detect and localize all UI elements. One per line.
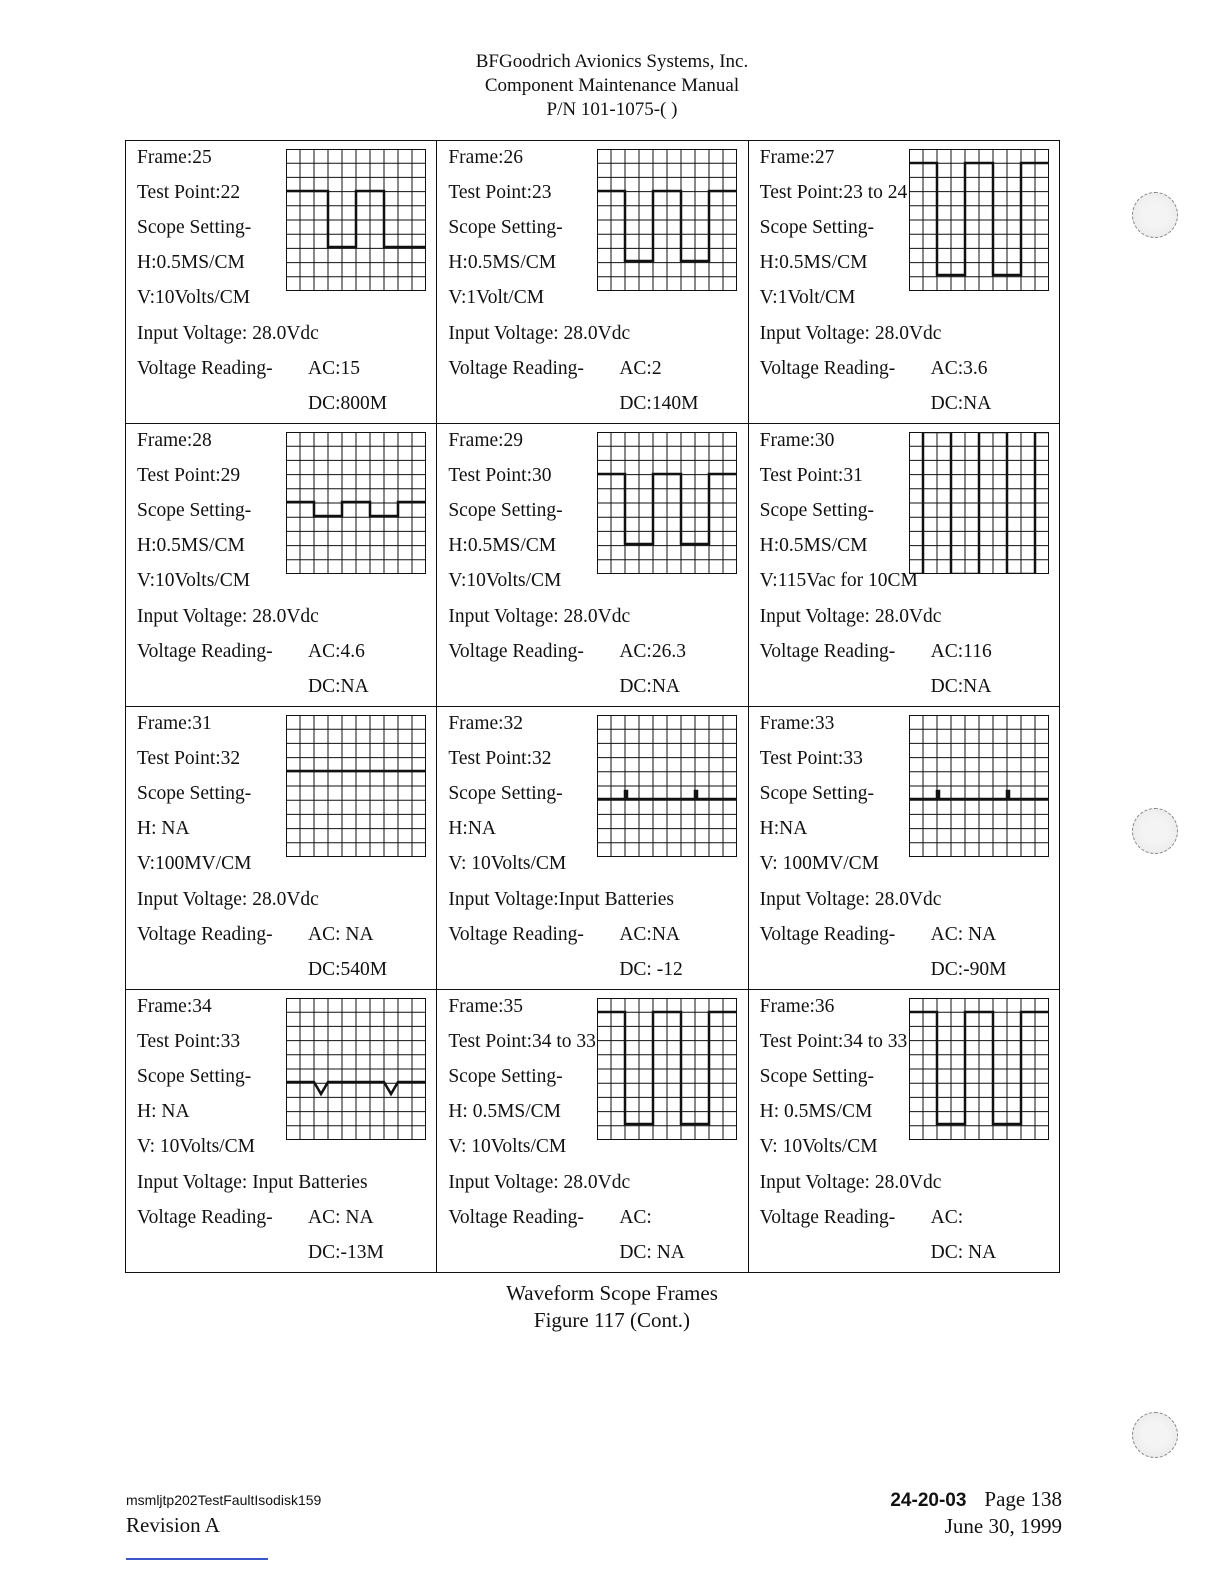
horizontal-setting: H: NA bbox=[137, 1101, 190, 1122]
input-voltage: Input Voltage: 28.0Vdc bbox=[759, 1172, 942, 1193]
scope-grid bbox=[597, 432, 737, 574]
dc-reading: DC:540M bbox=[308, 959, 388, 980]
input-voltage: Input Voltage: 28.0Vdc bbox=[759, 323, 942, 344]
vertical-setting: V:10Volts/CM bbox=[448, 570, 562, 591]
test-point: Test Point:31 bbox=[759, 465, 863, 486]
input-voltage: Input Voltage: 28.0Vdc bbox=[137, 323, 319, 344]
frame-number: Frame:30 bbox=[759, 430, 835, 451]
frame-number: Frame:28 bbox=[137, 430, 212, 451]
punch-hole-mark bbox=[1132, 808, 1178, 854]
footer-revision: Revision A bbox=[126, 1513, 220, 1537]
dc-reading: DC:NA bbox=[930, 676, 992, 697]
input-voltage: Input Voltage:Input Batteries bbox=[448, 889, 674, 910]
frame-number: Frame:32 bbox=[448, 713, 524, 734]
punch-hole-mark bbox=[1132, 192, 1178, 238]
scope-setting-label: Scope Setting- bbox=[759, 217, 874, 238]
horizontal-setting: H:0.5MS/CM bbox=[137, 535, 245, 556]
scope-grid bbox=[909, 998, 1049, 1140]
scope-setting-label: Scope Setting- bbox=[137, 1066, 252, 1087]
dc-reading: DC:-13M bbox=[308, 1242, 384, 1263]
frame-number: Frame:35 bbox=[448, 996, 524, 1017]
voltage-reading-label: Voltage Reading- bbox=[448, 924, 584, 945]
frame-number: Frame:25 bbox=[137, 147, 212, 168]
scope-setting-label: Scope Setting- bbox=[448, 1066, 563, 1087]
scope-grid bbox=[597, 998, 737, 1140]
vertical-setting: V: 100MV/CM bbox=[759, 853, 880, 874]
vertical-setting: V:1Volt/CM bbox=[448, 287, 545, 308]
input-voltage: Input Voltage: 28.0Vdc bbox=[448, 1172, 631, 1193]
ac-reading: AC:116 bbox=[930, 641, 992, 662]
frame-cell bbox=[437, 141, 748, 424]
frame-number: Frame:36 bbox=[759, 996, 835, 1017]
dc-reading: DC:800M bbox=[308, 393, 388, 414]
waveform-frames-table bbox=[125, 140, 1060, 1273]
dc-reading: DC: NA bbox=[619, 1242, 685, 1263]
voltage-reading-label: Voltage Reading- bbox=[759, 1207, 896, 1228]
vertical-setting: V:10Volts/CM bbox=[137, 287, 251, 308]
frame-cell bbox=[437, 990, 748, 1273]
voltage-reading-label: Voltage Reading- bbox=[137, 1207, 273, 1228]
vertical-setting: V:1Volt/CM bbox=[759, 287, 856, 308]
frames-row bbox=[126, 424, 1060, 707]
page-header bbox=[0, 50, 1224, 122]
test-point: Test Point:29 bbox=[137, 465, 241, 486]
figure-caption bbox=[0, 1280, 1224, 1334]
input-voltage: Input Voltage: 28.0Vdc bbox=[448, 323, 631, 344]
voltage-reading-label: Voltage Reading- bbox=[759, 924, 896, 945]
scope-setting-label: Scope Setting- bbox=[759, 500, 874, 521]
dc-reading: DC: NA bbox=[930, 1242, 997, 1263]
frame-cell bbox=[126, 990, 437, 1273]
frame-cell bbox=[126, 424, 437, 707]
frame-number: Frame:34 bbox=[137, 996, 212, 1017]
dc-reading: DC: -12 bbox=[619, 959, 683, 980]
vertical-setting: V: 10Volts/CM bbox=[759, 1136, 878, 1157]
scope-setting-label: Scope Setting- bbox=[448, 217, 563, 238]
voltage-reading-label: Voltage Reading- bbox=[759, 358, 896, 379]
scope-grid bbox=[597, 715, 737, 857]
manual-title: Component Maintenance Manual bbox=[484, 75, 740, 96]
scope-grid bbox=[909, 149, 1049, 291]
test-point: Test Point:23 bbox=[448, 182, 552, 203]
ac-reading: AC:15 bbox=[308, 358, 361, 379]
horizontal-setting: H:0.5MS/CM bbox=[448, 252, 557, 273]
ac-reading: AC:26.3 bbox=[619, 641, 686, 662]
voltage-reading-label: Voltage Reading- bbox=[137, 924, 273, 945]
scope-grid bbox=[286, 149, 426, 291]
frame-cell bbox=[748, 990, 1059, 1273]
scope-grid bbox=[597, 149, 737, 291]
frame-cell bbox=[126, 707, 437, 990]
dc-reading: DC:140M bbox=[619, 393, 699, 414]
company-name: BFGoodrich Avionics Systems, Inc. bbox=[475, 51, 749, 72]
punch-hole-mark bbox=[1132, 1412, 1178, 1458]
frame-cell bbox=[748, 424, 1059, 707]
horizontal-setting: H:0.5MS/CM bbox=[759, 535, 868, 556]
input-voltage: Input Voltage: 28.0Vdc bbox=[759, 606, 942, 627]
vertical-setting: V:10Volts/CM bbox=[137, 570, 251, 591]
ac-reading: AC:3.6 bbox=[930, 358, 988, 379]
test-point: Test Point:22 bbox=[137, 182, 241, 203]
frame-number: Frame:33 bbox=[759, 713, 835, 734]
horizontal-setting: H: 0.5MS/CM bbox=[759, 1101, 873, 1122]
vertical-setting: V: 10Volts/CM bbox=[137, 1136, 255, 1157]
ac-reading: AC:4.6 bbox=[308, 641, 365, 662]
scope-setting-label: Scope Setting- bbox=[448, 500, 563, 521]
test-point: Test Point:34 to 33 bbox=[759, 1031, 908, 1052]
input-voltage: Input Voltage: Input Batteries bbox=[137, 1172, 368, 1193]
scope-setting-label: Scope Setting- bbox=[137, 783, 252, 804]
ac-reading: AC: NA bbox=[308, 924, 374, 945]
test-point: Test Point:30 bbox=[448, 465, 552, 486]
ac-reading: AC:NA bbox=[619, 924, 680, 945]
vertical-setting: V: 10Volts/CM bbox=[448, 1136, 567, 1157]
scope-grid bbox=[286, 432, 426, 574]
input-voltage: Input Voltage: 28.0Vdc bbox=[759, 889, 942, 910]
test-point: Test Point:34 to 33 bbox=[448, 1031, 596, 1052]
scope-setting-label: Scope Setting- bbox=[759, 783, 874, 804]
voltage-reading-label: Voltage Reading- bbox=[759, 641, 896, 662]
dc-reading: DC:NA bbox=[930, 393, 992, 414]
ac-reading: AC: bbox=[930, 1207, 964, 1228]
scope-setting-label: Scope Setting- bbox=[137, 500, 252, 521]
frames-row bbox=[126, 707, 1060, 990]
voltage-reading-label: Voltage Reading- bbox=[137, 641, 273, 662]
scope-setting-label: Scope Setting- bbox=[137, 217, 252, 238]
frames-row bbox=[126, 990, 1060, 1273]
voltage-reading-label: Voltage Reading- bbox=[448, 1207, 584, 1228]
caption-title: Waveform Scope Frames bbox=[506, 1281, 718, 1305]
scope-grid bbox=[909, 432, 1049, 574]
vertical-setting: V:115Vac for 10CM bbox=[759, 570, 918, 591]
frame-number: Frame:31 bbox=[137, 713, 212, 734]
voltage-reading-label: Voltage Reading- bbox=[448, 641, 584, 662]
waveform-trace bbox=[286, 191, 426, 247]
ac-reading: AC: bbox=[619, 1207, 652, 1228]
frame-cell bbox=[437, 424, 748, 707]
footer-doc-number: 24-20-03 bbox=[890, 1490, 967, 1511]
ac-reading: AC:2 bbox=[619, 358, 662, 379]
vertical-setting: V: 10Volts/CM bbox=[448, 853, 567, 874]
test-point: Test Point:33 bbox=[137, 1031, 241, 1052]
horizontal-setting: H:NA bbox=[448, 818, 496, 839]
test-point: Test Point:32 bbox=[137, 748, 241, 769]
ac-reading: AC: NA bbox=[930, 924, 997, 945]
test-point: Test Point:23 to 24 bbox=[759, 182, 908, 203]
scope-grid bbox=[909, 715, 1049, 857]
frame-cell bbox=[437, 707, 748, 990]
footer-right bbox=[890, 1487, 1062, 1539]
voltage-reading-label: Voltage Reading- bbox=[448, 358, 584, 379]
horizontal-setting: H:NA bbox=[759, 818, 808, 839]
ac-reading: AC: NA bbox=[308, 1207, 374, 1228]
frame-cell bbox=[748, 707, 1059, 990]
horizontal-setting: H:0.5MS/CM bbox=[759, 252, 868, 273]
horizontal-setting: H:0.5MS/CM bbox=[137, 252, 245, 273]
scope-grid bbox=[286, 715, 426, 857]
voltage-reading-label: Voltage Reading- bbox=[137, 358, 273, 379]
scope-setting-label: Scope Setting- bbox=[759, 1066, 874, 1087]
test-point: Test Point:32 bbox=[448, 748, 552, 769]
scope-setting-label: Scope Setting- bbox=[448, 783, 563, 804]
footer-date: June 30, 1999 bbox=[944, 1514, 1062, 1538]
footer-page-number: Page 138 bbox=[984, 1487, 1062, 1511]
horizontal-setting: H:0.5MS/CM bbox=[448, 535, 557, 556]
scope-grid bbox=[286, 998, 426, 1140]
frame-cell bbox=[126, 141, 437, 424]
test-point: Test Point:33 bbox=[759, 748, 863, 769]
input-voltage: Input Voltage: 28.0Vdc bbox=[137, 889, 319, 910]
dc-reading: DC:NA bbox=[619, 676, 680, 697]
dc-reading: DC:NA bbox=[308, 676, 369, 697]
footer-divider bbox=[126, 1558, 268, 1560]
input-voltage: Input Voltage: 28.0Vdc bbox=[448, 606, 631, 627]
frame-number: Frame:27 bbox=[759, 147, 835, 168]
caption-figure: Figure 117 (Cont.) bbox=[533, 1308, 691, 1332]
frame-number: Frame:26 bbox=[448, 147, 524, 168]
input-voltage: Input Voltage: 28.0Vdc bbox=[137, 606, 319, 627]
dc-reading: DC:-90M bbox=[930, 959, 1007, 980]
footer-file-id: msmljtp202TestFaultIsodisk159 bbox=[126, 1492, 322, 1508]
part-number: P/N 101-1075-( ) bbox=[546, 99, 678, 120]
frame-cell bbox=[748, 141, 1059, 424]
horizontal-setting: H: 0.5MS/CM bbox=[448, 1101, 562, 1122]
horizontal-setting: H: NA bbox=[137, 818, 190, 839]
frame-number: Frame:29 bbox=[448, 430, 524, 451]
frames-row bbox=[126, 141, 1060, 424]
vertical-setting: V:100MV/CM bbox=[137, 853, 252, 874]
